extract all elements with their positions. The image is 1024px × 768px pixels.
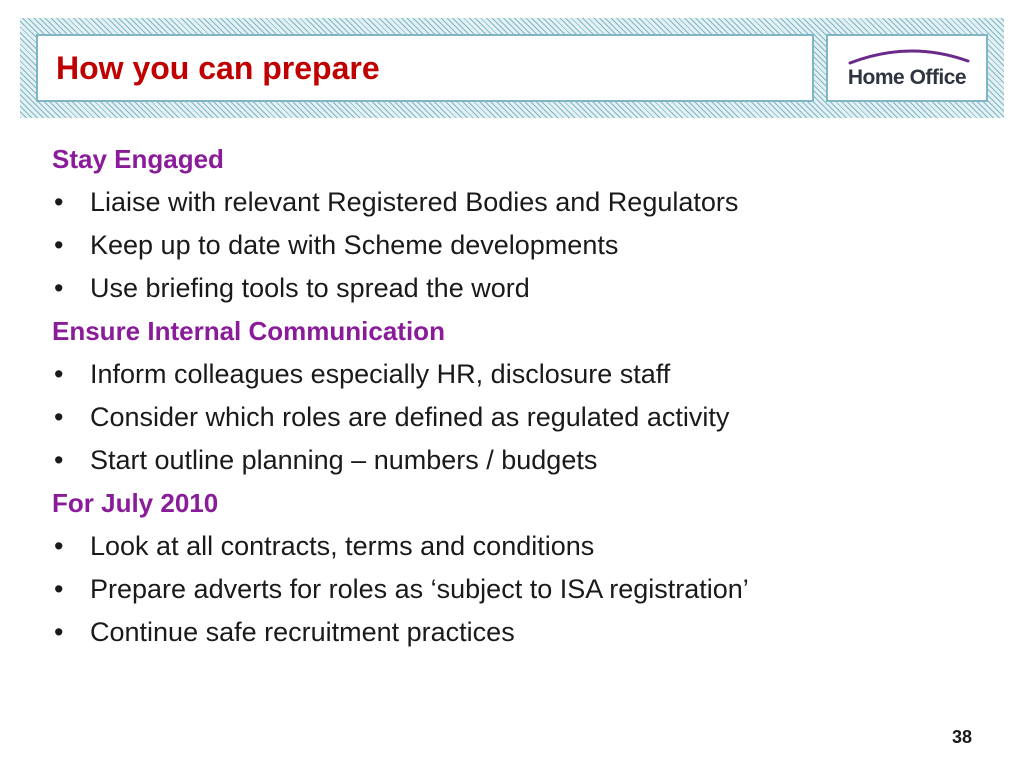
bullet-icon: • bbox=[54, 445, 64, 475]
bullet-text: Use briefing tools to spread the word bbox=[90, 273, 530, 303]
bullet-item bbox=[52, 439, 992, 482]
bullet-text: Start outline planning – numbers / budgets bbox=[90, 445, 598, 475]
bullet-item bbox=[52, 611, 992, 654]
bullet-text: Continue safe recruitment practices bbox=[90, 617, 515, 647]
bullet-icon: • bbox=[54, 617, 64, 647]
bullet-icon: • bbox=[54, 574, 64, 604]
bullet-text: Liaise with relevant Registered Bodies and Regulators bbox=[90, 187, 739, 217]
section bbox=[52, 310, 992, 482]
bullet-icon: • bbox=[54, 273, 64, 303]
section bbox=[52, 138, 992, 310]
bullet-item bbox=[52, 525, 992, 568]
section-heading: Ensure Internal Communication bbox=[52, 316, 445, 346]
bullet-item bbox=[52, 353, 992, 396]
page-number: 38 bbox=[951, 727, 972, 747]
bullet-item bbox=[52, 267, 992, 310]
bullet-icon: • bbox=[54, 359, 64, 389]
bullet-icon: • bbox=[54, 187, 64, 217]
slide-title: How you can prepare bbox=[56, 50, 380, 86]
section bbox=[52, 482, 992, 654]
logo-text: Home Office bbox=[847, 66, 967, 89]
section-heading: For July 2010 bbox=[52, 488, 219, 518]
bullet-icon: • bbox=[54, 531, 64, 561]
bullet-item bbox=[52, 396, 992, 439]
bullet-text: Consider which roles are defined as regulated activity bbox=[90, 402, 730, 432]
bullet-text: Keep up to date with Scheme developments bbox=[90, 230, 619, 260]
logo-arc-icon bbox=[846, 46, 972, 66]
slide-content bbox=[52, 138, 992, 654]
bullet-item bbox=[52, 568, 992, 611]
title-box bbox=[36, 34, 814, 102]
bullet-icon: • bbox=[54, 230, 64, 260]
bullet-item bbox=[52, 224, 992, 267]
home-office-logo bbox=[826, 34, 988, 102]
bullet-text: Inform colleagues especially HR, disclosure staff bbox=[90, 359, 671, 389]
bullet-text: Prepare adverts for roles as ‘subject to ISA registration’ bbox=[90, 574, 749, 604]
bullet-text: Look at all contracts, terms and conditions bbox=[90, 531, 595, 561]
bullet-icon: • bbox=[54, 402, 64, 432]
bullet-item bbox=[52, 181, 992, 224]
section-heading: Stay Engaged bbox=[52, 144, 224, 174]
